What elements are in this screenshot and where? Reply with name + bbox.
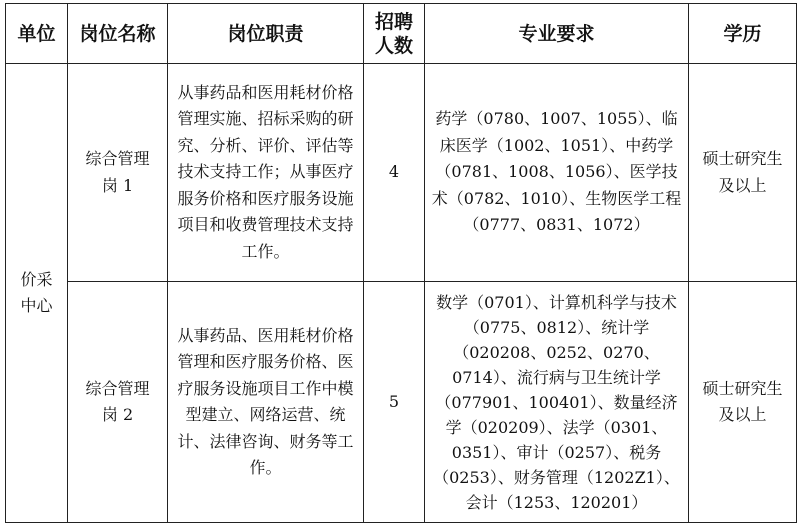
header-count: 招聘人数 [364,4,425,64]
position-cell: 综合管理岗 1 [68,64,168,282]
header-row [6,4,797,64]
count-cell: 4 [364,64,425,282]
count-cell: 5 [364,282,425,523]
table-row [6,64,797,282]
education-cell: 硕士研究生及以上 [689,282,797,523]
header-duties: 岗位职责 [168,4,364,64]
duties-cell: 从事药品和医用耗材价格管理实施、招标采购的研究、分析、评价、评估等技术支持工作；从事医疗服务价格和医疗服务设施项目和收费管理技术支持工作。 [168,64,364,282]
table-row [6,282,797,523]
header-education: 学历 [689,4,797,64]
unit-cell: 价采中心 [6,64,68,523]
header-major: 专业要求 [425,4,689,64]
education-cell: 硕士研究生及以上 [689,64,797,282]
recruitment-table [5,3,797,523]
major-cell: 数学（0701）、计算机科学与技术（0775、0812）、统计学（020208、0252、0270、0714）、流行病与卫生统计学（077901、100401）、数量经济学（020209）、法学（0301、0351）、审计（0257）、税务（0253）、财务管理（1202Z1）、会计（1253、120201） [425,282,689,523]
header-position: 岗位名称 [68,4,168,64]
position-cell: 综合管理岗 2 [68,282,168,523]
major-cell: 药学（0780、1007、1055）、临床医学（1002、1051）、中药学（0781、1008、1056）、医学技术（0782、1010）、生物医学工程（0777、0831、1072） [425,64,689,282]
header-unit: 单位 [6,4,68,64]
duties-cell: 从事药品、医用耗材价格管理和医疗服务价格、医疗服务设施项目工作中模型建立、网络运营、统计、法律咨询、财务等工作。 [168,282,364,523]
